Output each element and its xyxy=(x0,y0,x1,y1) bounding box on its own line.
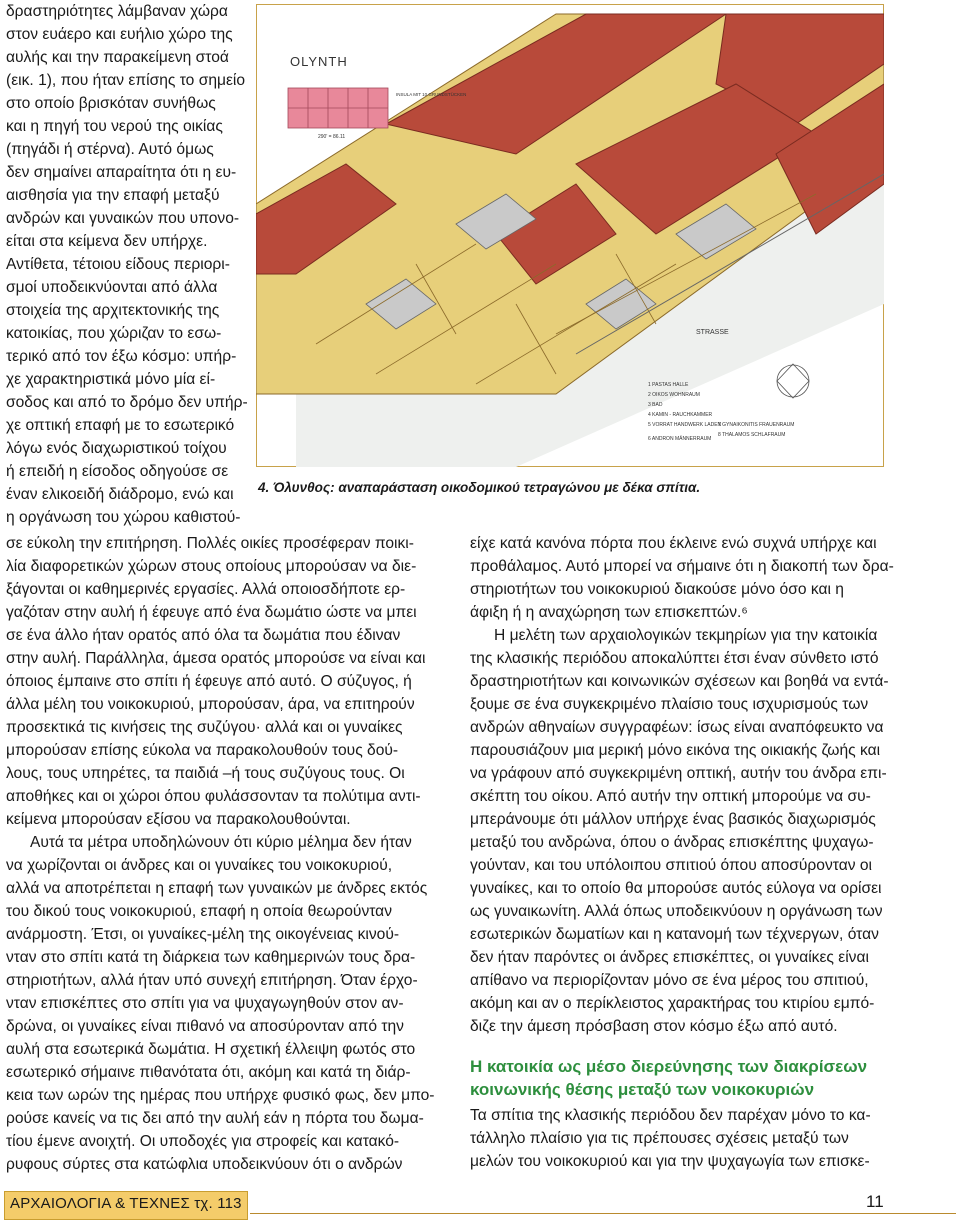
text-line: είται στα κείμενα δεν υπήρχε. xyxy=(6,233,208,250)
text-line: ρυφους σύρτες στα κατώφλια υποδεικνύουν ότι ο ανδρών xyxy=(6,1156,403,1173)
text-line: εσωτερικών δωματίων και η κατανομή των τέχνεργων, όταν xyxy=(470,926,879,943)
text-line: σε ένα άλλο ήταν ορατός από όλα τα δωμάτια που έδιναν xyxy=(6,627,401,644)
text-line: αισθησία για την επαφή μεταξύ xyxy=(6,187,220,204)
text-line: σε εύκολη την επιτήρηση. Πολλές οικίες προσέφεραν ποικι- xyxy=(6,535,414,552)
text-line: κεια των ωρών της ημέρας που υπήρχε φυσικό φως, δεν μπο- xyxy=(6,1087,435,1104)
text-line: Τα σπίτια της κλασικής περιόδου δεν παρέχαν μόνο το κα- xyxy=(470,1107,871,1124)
text-line: στοιχεία της αρχιτεκτονικής της xyxy=(6,302,220,319)
text-line: νταν στο σπίτι κατά τη διάρκεια των καθημερινών τους δρα- xyxy=(6,949,416,966)
legend-item: 8 THALAMOS SCHLAFRAUM xyxy=(718,432,786,438)
text-line: γυναίκες, και το οποίο θα μπορούσε αυτός εύλογα να ορίσει xyxy=(470,880,882,897)
text-line: διζε την άμεση πρόσβαση στον κόσμο έξω από αυτό. xyxy=(470,1018,838,1035)
text-line: δεν σημαίνει απαραίτητα ότι η ευ- xyxy=(6,164,237,181)
inset-label: INSULA MIT 10 GRUNDSTÜCKEN xyxy=(396,92,467,97)
legend-item: 4 KAMIN - RAUCHKAMMER xyxy=(648,412,713,418)
page-number: 11 xyxy=(866,1192,884,1211)
text-line: τάλληλο πλαίσιο για τις πρέπουσες σχέσεις μεταξύ των xyxy=(470,1130,849,1147)
text-line: προθάλαμος. Αυτό μπορεί να σήμαινε ότι η διακοπή των δρα- xyxy=(470,558,894,575)
text-line: κείμενα μπορούσαν εξίσου να παρακολουθούνται. xyxy=(6,811,351,828)
text-line: ξουμε σε ένα συγκεκριμένο πλαίσιο τους ισχυρισμούς των xyxy=(470,696,869,713)
legend-item: 3 BAD xyxy=(648,402,663,408)
legend-item: 1 PASTAS HALLE xyxy=(648,382,689,388)
text-line: μπορούσαν επίσης εύκολα να παρακολουθούν τους δού- xyxy=(6,742,399,759)
text-line: λόγω ενός διαχωριστικού τοίχου xyxy=(6,440,227,457)
text-line: Η μελέτη των αρχαιολογικών τεκμηρίων για την κατοικία xyxy=(494,627,878,644)
text-line: (πηγάδι ή στέρνα). Αυτό όμως xyxy=(6,141,214,158)
inset-dimension: 290' = 86.11 xyxy=(318,134,346,140)
text-line: μεταξύ του ανδρώνα, όπου ο άνδρας επισκέπτης ψυχαγω- xyxy=(470,834,874,851)
text-line: και η πηγή του νερού της οικίας xyxy=(6,118,223,135)
text-line: του δικού τους νοικοκυριού, επαφή η οποία θεωρούνταν xyxy=(6,903,392,920)
text-line: ως γυναικωνίτη. Αλλά όπως υποδεικνύουν η οργάνωση των xyxy=(470,903,883,920)
text-line: ρούσε κανείς να τις δει από την αυλή εάν η πόρτα του δωμα- xyxy=(6,1110,424,1127)
text-line: ακόμη και αν ο περίκλειστος χαρακτήρας του κτιρίου εμπό- xyxy=(470,995,875,1012)
legend-item: 6 ANDRON MÄNNERRAUM xyxy=(648,436,712,442)
text-line: χε οπτική επαφή με το εσωτερικό xyxy=(6,417,235,434)
text-line: ανδρών αθηναίων συγγραφέων: ίσως είναι αναπόφευκτο να xyxy=(470,719,884,736)
text-line: δεν ήταν παρόντες οι άνδρες επισκέπτες, οι γυναίκες είναι xyxy=(470,949,869,966)
text-line: όποιος έμπαινε στο σπίτι ή έφευγε από αυτό. Ο σύζυγος, ή xyxy=(6,673,412,690)
text-line: παρουσιάζουν μια μερική μόνο εικόνα της οικιακής ζωής και xyxy=(470,742,881,759)
text-line: προσεκτικά τις κινήσεις της συζύγου· αλλά και οι γυναίκες xyxy=(6,719,403,736)
text-line: στηριοτήτων, αλλά ήταν υπό συνεχή επιτήρηση. Όταν έρχο- xyxy=(6,972,418,989)
text-line: νταν επισκέπτες στο σπίτι για να ψυχαγωγηθούν στον αν- xyxy=(6,995,404,1012)
text-line: η οργάνωση του χώρου καθιστού- xyxy=(6,509,241,526)
text-line: δρώνα, οι γυναίκες είναι πιθανό να αποσύρονταν από την xyxy=(6,1018,404,1035)
text-line: είχε κατά κανόνα πόρτα που έκλεινε ενώ συχνά υπήρχε και xyxy=(470,535,877,552)
footer-rule xyxy=(250,1213,956,1214)
section-heading: Η κατοικία ως μέσο διερεύνησης των διακρίσεων xyxy=(470,1057,868,1076)
text-line: μελών του νοικοκυριού και για την ψυχαγωγία των επισκε- xyxy=(470,1153,870,1170)
legend-item: 5 VORRAT HANDWERK LADEN xyxy=(648,422,722,428)
text-line: σμοί υποδεικνύονται από άλλα xyxy=(6,279,218,296)
text-line: γαζόταν στην αυλή ή έφευγε από ένα δωμάτιο ώστε να μπει xyxy=(6,604,417,621)
text-line: αλλά να αποτρέπεται η επαφή των γυναικών με άνδρες εκτός xyxy=(6,880,428,897)
text-line: αυλής και την παρακείμενη στοά xyxy=(6,49,229,66)
street-label: STRASSE xyxy=(696,329,729,336)
text-line: σοδος και από το δρόμο δεν υπήρ- xyxy=(6,394,248,411)
text-line: άφιξη ή η αναχώρηση των επισκεπτών.⁶ xyxy=(470,604,748,621)
text-line: ανάρμοστη. Έτσι, οι γυναίκες-μέλη της οικογένειας κινού- xyxy=(6,926,400,943)
text-line: να χωρίζονται οι άνδρες και οι γυναίκες του νοικοκυριού, xyxy=(6,857,393,874)
text-line: ανδρών και γυναικών που υπονο- xyxy=(6,210,240,227)
text-line: λους, τους υπηρέτες, τα παιδιά –ή τους συζύγους τους. Οι xyxy=(6,765,405,782)
text-line: λία διαφορετικών χώρων στους οποίους μπορούσαν να διε- xyxy=(6,558,417,575)
text-line: εσωτερικό σήμαινε πιθανότατα ότι, ακόμη και κατά τη διάρ- xyxy=(6,1064,411,1081)
text-line: κατοικίας, που χώριζαν το εσω- xyxy=(6,325,222,342)
figure-caption: 4. Όλυνθος: αναπαράσταση οικοδομικού τετραγώνου με δέκα σπίτια. xyxy=(258,480,701,495)
text-line: τερικό από τον έξω κόσμο: υπήρ- xyxy=(6,348,237,365)
text-line: αυλή στα εσωτερικά δωμάτια. Η σχετική έλλειψη φωτός στο xyxy=(6,1041,416,1058)
text-line: ή επειδή η είσοδος οδηγούσε σε xyxy=(6,463,229,480)
legend-item: 7 GYNAIKONITIS FRAUENRAUM xyxy=(718,422,795,428)
text-line: (εικ. 1), που ήταν επίσης το σημείο xyxy=(6,72,246,89)
text-line: στο οποίο βρισκόταν συνήθως xyxy=(6,95,216,112)
text-line: σκέπτη του οίκου. Από αυτήν την οπτική μπορούμε να συ- xyxy=(470,788,871,805)
text-line: Αντίθετα, τέτοιου είδους περιορι- xyxy=(6,256,230,273)
text-line: έναν ελικοειδή διάδρομο, ενώ και xyxy=(6,486,234,503)
text-line: στηριοτήτων του νοικοκυριού διακούσε μόνο όσο και η xyxy=(470,581,844,598)
text-line: στην αυλή. Παράλληλα, άμεσα ορατός μπορούσε να είναι και xyxy=(6,650,426,667)
section-heading: κοινωνικής θέσης μεταξύ των νοικοκυριών xyxy=(470,1080,815,1099)
text-line: τίου έμενε ανοιχτή. Οι υποδοχές για στροφείς και κατακό- xyxy=(6,1133,400,1150)
text-line: να γράφουν από συγκεκριμένη οπτική, αυτήν του άνδρα επι- xyxy=(470,765,887,782)
text-line: δραστηριότητες λάμβαναν χώρα xyxy=(6,3,228,20)
text-line: Αυτά τα μέτρα υποδηλώνουν ότι κύριο μέλημα δεν ήταν xyxy=(30,834,412,851)
legend-item: 2 OIKOS WOHNRAUM xyxy=(648,392,700,398)
text-line: της κλασικής περιόδου αποκαλύπτει έτσι έναν σύνθετο ιστό xyxy=(470,650,879,667)
footer-publication: ΑΡΧΑΙΟΛΟΓΙΑ & ΤΕΧΝΕΣ τχ. 113 xyxy=(10,1195,242,1212)
text-line: απίθανο να περιορίζονταν μόνο σε ένα μέρος του σπιτιού, xyxy=(470,972,869,989)
text-line: μπεράνουμε ότι μάλλον υπήρχε ένας βασικός διαχωρισμός xyxy=(470,811,876,828)
text-line: αποθήκες και οι χώροι όπου φυλάσσονταν τα πολύτιμα αντι- xyxy=(6,788,421,805)
text-line: γούνταν, και του υπόλοιπου σπιτιού όπου αποσύρονταν οι xyxy=(470,857,872,874)
text-line: άλλα μέλη του νοικοκυριού, μπορούσαν, άρα, να επιτηρούν xyxy=(6,696,415,713)
text-line: ξάγονται οι καθημερινές εργασίες. Αλλά οποιοσδήποτε ερ- xyxy=(6,581,406,598)
figure-title: OLYNTH xyxy=(290,54,348,69)
text-line: δραστηριοτήτων και κοινωνικών σχέσεων και βοηθά να εντά- xyxy=(470,673,889,690)
olynthos-illustration xyxy=(256,4,884,467)
text-line: στον ευάερο και ευήλιο χώρο της xyxy=(6,26,233,43)
text-line: χε χαρακτηριστικά μόνο μία εί- xyxy=(6,371,216,388)
